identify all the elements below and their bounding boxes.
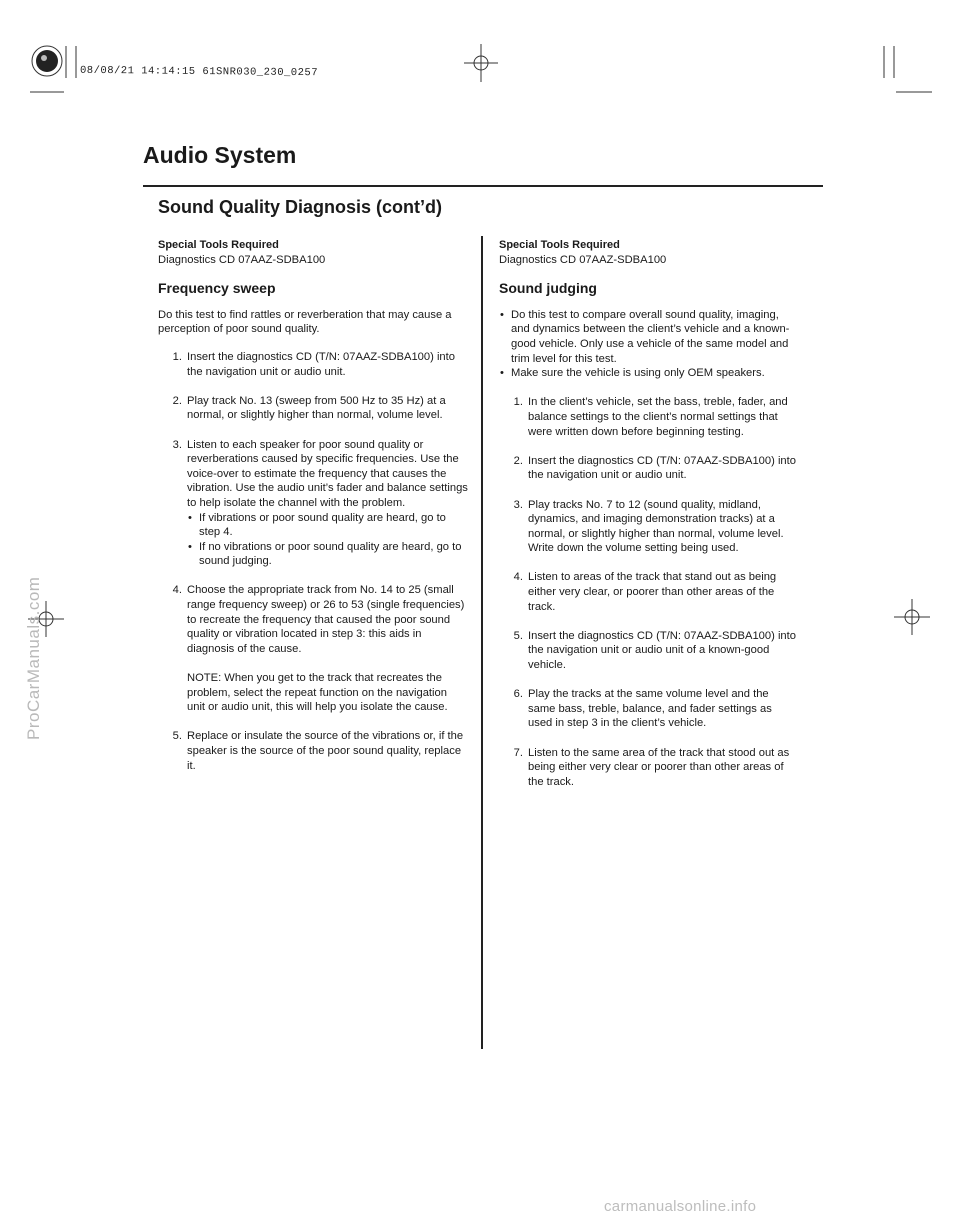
step-text: Insert the diagnostics CD (T/N: 07AAZ-SDBA100) into the navigation unit or audio unit of a known-good vehicle. [528,629,796,672]
step-number: 2. [513,454,523,467]
watermark-procarmanuals: ProCarManuals.com [24,576,43,740]
step-number: 3. [513,498,523,511]
bullet-icon: • [188,511,192,524]
bullet-text: Make sure the vehicle is using only OEM speakers. [511,367,765,380]
step-item [505,395,799,439]
special-tools-label: Special Tools Required [499,239,620,251]
step-item [505,746,799,790]
step-text: Replace or insulate the source of the vibrations or, if the speaker is the source of the poor sound quality, replace it. [187,730,464,772]
step-number: 1. [513,396,523,409]
step-text: Play tracks No. 7 to 12 (sound quality, midland, dynamics, and imaging demonstration tracks) at a normal, or slightly higher than normal, volume level. Write down the volume setting being used. [528,498,784,555]
step-text: Insert the diagnostics CD (T/N: 07AAZ-SDBA100) into the navigation unit or audio unit. [528,454,796,482]
step-item [505,570,799,614]
step-text: Choose the appropriate track from No. 14 to 25 (small range frequency sweep) or 26 to 53 (single frequencies) to recreate the frequency that caused the poor sound quality or vibration located in step 3: this aids in diagnosis of the cause. [187,584,465,655]
page-title: Audio System [143,142,297,168]
special-tools-value: Diagnostics CD 07AAZ-SDBA100 [499,253,667,266]
frequency-sweep-column [158,238,468,788]
frequency-sweep-steps [164,350,468,773]
step-item [164,394,468,423]
step-text: Listen to the same area of the track that stood out as being either very clear or poorer than other areas of the track. [528,746,790,788]
frequency-sweep-intro: Do this test to find rattles or reverberation that may cause a perception of poor sound quality. [158,308,452,336]
step-text: Play track No. 13 (sweep from 500 Hz to 35 Hz) at a normal, or slightly higher than normal, volume level. [187,394,446,422]
step-item [164,583,468,714]
special-tools-value: Diagnostics CD 07AAZ-SDBA100 [158,253,326,266]
step-4-note: NOTE: When you get to the track that recreates the problem, select the repeat function on the navigation unit or audio unit, this will help you isolate the cause. [187,672,448,714]
bullet-text: If no vibrations or poor sound quality are heard, go to sound judging. [199,540,462,568]
step-number: 5. [172,730,182,743]
step-number: 1. [172,350,182,363]
step-number: 4. [172,584,182,597]
step-item [164,438,468,569]
step-item [505,498,799,556]
watermark-carmanualsonline[interactable]: carmanualsonline.info [604,1198,757,1215]
sound-judging-steps [505,395,799,789]
frequency-sweep-heading: Frequency sweep [158,280,276,297]
step-number: 7. [513,746,523,759]
step-item [505,629,799,673]
sound-judging-heading: Sound judging [499,280,597,297]
sound-judging-column [499,238,799,804]
registration-dot-icon [36,50,58,72]
special-tools-label: Special Tools Required [158,239,279,251]
step-item [164,729,468,773]
bullet-icon: • [188,540,192,553]
bullet-item [187,540,468,569]
step-item [505,687,799,731]
bullet-text: If vibrations or poor sound quality are heard, go to step 4. [199,511,446,539]
bullet-icon: • [500,367,504,380]
step-number: 3. [172,438,182,451]
step-3-bullets [187,511,468,569]
step-item [164,350,468,379]
section-title: Sound Quality Diagnosis (cont’d) [158,197,443,217]
step-item [505,454,799,483]
step-text: Insert the diagnostics CD (T/N: 07AAZ-SDBA100) into the navigation unit or audio unit. [187,350,455,378]
bullet-item [187,511,468,540]
step-number: 5. [513,629,523,642]
step-text: Listen to each speaker for poor sound quality or reverberations caused by specific frequencies. Use the voice-over to estimate the frequency that causes the vibration. Use the audio unit’s fader and balance settings to help isolate the channel with the problem. [187,438,468,509]
step-number: 6. [513,688,523,701]
step-text: Play the tracks at the same volume level and the same bass, treble, balance, and fader settings as used in step 3 in the client’s vehicle. [528,688,772,730]
sound-judging-bullets [499,308,799,381]
step-text: In the client’s vehicle, set the bass, treble, fader, and balance settings to the client’s normal settings that were written down before beginning testing. [528,396,788,438]
title-rule [143,185,823,187]
bullet-item [499,308,799,366]
step-number: 4. [513,571,523,584]
print-stamp: 08/08/21 14:14:15 61SNR030_230_0257 [79,64,319,80]
column-divider [481,236,483,1049]
bullet-icon: • [500,308,504,321]
step-text: Listen to areas of the track that stand out as being either very clear, or poorer than other areas of the track. [528,571,777,613]
bullet-item [499,366,799,381]
bullet-text: Do this test to compare overall sound quality, imaging, and dynamics between the client’s vehicle and a known-good vehicle. Only use a vehicle of the same model and trim level for this test. [511,308,790,365]
step-number: 2. [172,394,182,407]
